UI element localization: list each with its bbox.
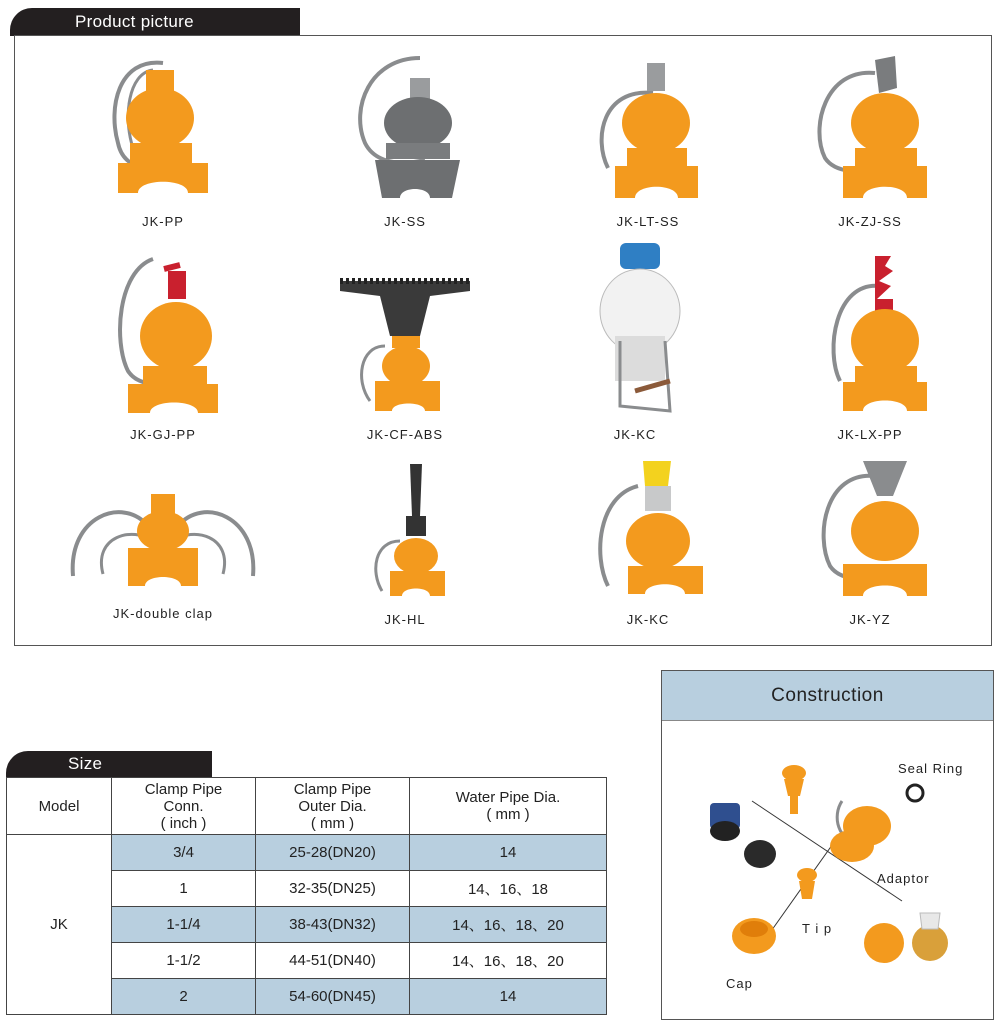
- header-clamp-outer: [256, 778, 410, 835]
- outer-cell: 25-28(DN20): [256, 835, 410, 871]
- header-line: ( inch ): [160, 814, 207, 832]
- product-jk-kc[interactable]: [535, 241, 735, 442]
- product-label: JK-ZJ-SS: [838, 214, 902, 229]
- header-line: ( mm ): [486, 806, 530, 823]
- header-line: Outer Dia.: [298, 797, 367, 815]
- water-cell: 14、16、18: [410, 871, 607, 907]
- nozzle-image: [795, 48, 945, 208]
- size-title: Size: [68, 754, 103, 773]
- header-line: Clamp Pipe: [144, 780, 223, 798]
- product-label: JK-HL: [384, 612, 426, 627]
- conn-cell: 1-1/4: [112, 907, 256, 943]
- outer-cell: 32-35(DN25): [256, 871, 410, 907]
- model-cell: JK: [7, 835, 112, 1015]
- water-cell: 14、16、18、20: [410, 943, 607, 979]
- nozzle-image: [573, 48, 723, 208]
- product-jk-lt-ss[interactable]: [548, 48, 748, 229]
- product-jk-yz[interactable]: [770, 456, 970, 627]
- product-grid: [14, 35, 992, 646]
- water-cell: 14: [410, 835, 607, 871]
- header-line: Water Pipe Dia.: [455, 789, 561, 806]
- product-label: JK-LX-PP: [837, 427, 903, 442]
- tip-label: T i p: [802, 921, 833, 936]
- header-line: Conn.: [163, 797, 204, 815]
- product-jk-hl[interactable]: [305, 456, 505, 627]
- nozzle-image: [88, 48, 238, 208]
- nozzle-image: [330, 48, 480, 208]
- outer-cell: 38-43(DN32): [256, 907, 410, 943]
- water-cell: 14、16、18、20: [410, 907, 607, 943]
- nozzle-image: [330, 456, 480, 606]
- header-clamp-conn: [112, 778, 256, 835]
- product-label: JK-GJ-PP: [130, 427, 196, 442]
- construction-panel: [661, 670, 994, 1020]
- nozzle-image: [795, 456, 945, 606]
- water-cell: 14: [410, 979, 607, 1015]
- outer-cell: 44-51(DN40): [256, 943, 410, 979]
- product-jk-lx-pp[interactable]: [770, 251, 970, 442]
- header-line: ( mm ): [310, 814, 355, 832]
- seal-ring-label: Seal Ring: [898, 761, 964, 776]
- size-table: [6, 777, 607, 1015]
- table-row: [7, 835, 607, 871]
- nozzle-image: [573, 456, 723, 606]
- header-line: Clamp Pipe: [293, 780, 372, 798]
- nozzle-image: [88, 251, 238, 421]
- product-picture-title: Product picture: [75, 12, 194, 31]
- nozzle-image: [63, 456, 263, 606]
- product-label: JK-KC: [626, 612, 670, 627]
- product-label: JK-SS: [384, 214, 426, 229]
- nozzle-image: [560, 241, 710, 421]
- nozzle-image: [330, 251, 480, 421]
- header-water-pipe: [410, 778, 607, 835]
- product-label: JK-CF-ABS: [366, 427, 444, 442]
- product-label: JK-double clap: [113, 606, 213, 621]
- product-jk-double-clap[interactable]: [63, 456, 263, 621]
- conn-cell: 3/4: [112, 835, 256, 871]
- product-label: JK-LT-SS: [616, 214, 680, 229]
- conn-cell: 1: [112, 871, 256, 907]
- product-jk-zj-ss[interactable]: [770, 48, 970, 229]
- product-jk-pp[interactable]: [63, 48, 263, 229]
- conn-cell: 2: [112, 979, 256, 1015]
- product-picture-tab: [10, 8, 300, 36]
- cap-label: Cap: [726, 976, 753, 991]
- product-jk-kc-2[interactable]: [548, 456, 748, 627]
- size-tab: [6, 751, 212, 777]
- product-jk-cf-abs[interactable]: [305, 251, 505, 442]
- adaptor-label: Adaptor: [877, 871, 930, 886]
- conn-cell: 1-1/2: [112, 943, 256, 979]
- product-label: JK-KC: [613, 427, 657, 442]
- header-model: Model: [7, 778, 112, 835]
- product-label: JK-YZ: [849, 612, 891, 627]
- outer-cell: 54-60(DN45): [256, 979, 410, 1015]
- nozzle-image: [795, 251, 945, 421]
- product-jk-gj-pp[interactable]: [63, 251, 263, 442]
- product-jk-ss[interactable]: [305, 48, 505, 229]
- product-label: JK-PP: [142, 214, 184, 229]
- construction-title: Construction: [662, 671, 993, 721]
